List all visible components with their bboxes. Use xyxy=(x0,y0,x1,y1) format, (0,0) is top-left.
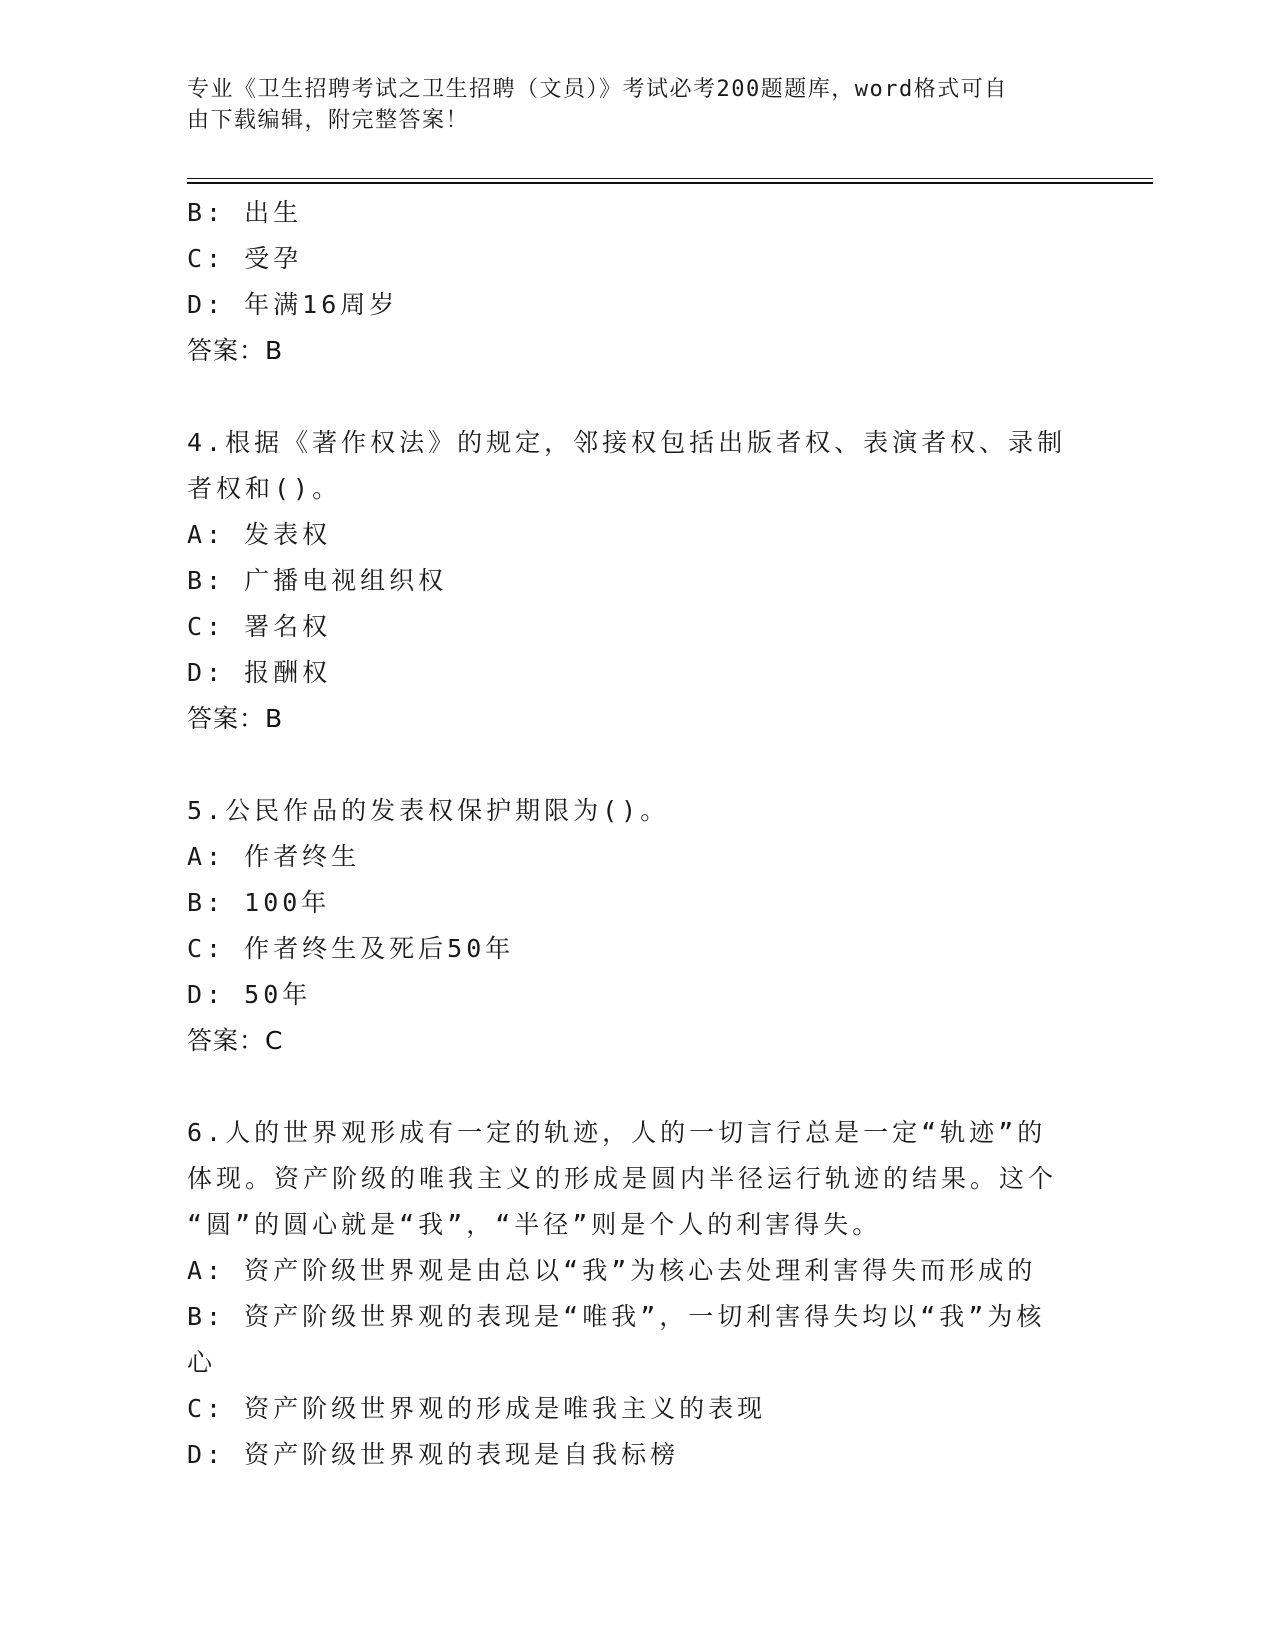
header-divider-thick xyxy=(187,182,1153,184)
header-line-1: 专业《卫生招聘考试之卫生招聘（文员）》考试必考200题题库，word格式可自 xyxy=(187,77,1008,102)
option-a: A: 作者终生 xyxy=(187,842,361,871)
option-c: C: 署名权 xyxy=(187,612,332,641)
question-stem-line-1: 6.人的世界观形成有一定的轨迹，人的一切言行总是一定“轨迹”的 xyxy=(187,1118,1047,1147)
option-a: A: 资产阶级世界观是由总以“我”为核心去处理利害得失而形成的 xyxy=(187,1256,1037,1285)
question-stem-line-1: 4.根据《著作权法》的规定，邻接权包括出版者权、表演者权、录制 xyxy=(187,428,1067,457)
option-b-line-2: 心 xyxy=(187,1348,217,1377)
spacer xyxy=(187,1064,1087,1110)
option-d: D: 报酬权 xyxy=(187,658,332,687)
option-b: B: 出生 xyxy=(187,198,303,227)
header-divider-thin xyxy=(187,178,1153,179)
header-line-2: 由下载编辑，附完整答案！ xyxy=(187,108,470,133)
option-d: D: 年满16周岁 xyxy=(187,290,399,319)
question-stem-line-3: “圆”的圆心就是“我”，“半径”则是个人的利害得失。 xyxy=(187,1210,882,1239)
spacer xyxy=(187,374,1087,420)
spacer xyxy=(187,742,1087,788)
option-b-line-1: B: 资产阶级世界观的表现是“唯我”，一切利害得失均以“我”为核 xyxy=(187,1302,1046,1331)
answer: 答案：C xyxy=(187,1026,284,1055)
question-3 xyxy=(187,190,1087,374)
question-list xyxy=(187,190,1087,1478)
question-6 xyxy=(187,1110,1087,1478)
document-header xyxy=(187,74,1087,136)
answer: 答案：B xyxy=(187,336,284,365)
question-stem: 5.公民作品的发表权保护期限为()。 xyxy=(187,796,670,825)
option-a: A: 发表权 xyxy=(187,520,332,549)
question-4 xyxy=(187,420,1087,742)
option-c: C: 作者终生及死后50年 xyxy=(187,934,515,963)
question-5 xyxy=(187,788,1087,1064)
option-c: C: 资产阶级世界观的形成是唯我主义的表现 xyxy=(187,1394,767,1423)
option-b: B: 100年 xyxy=(187,888,331,917)
answer: 答案：B xyxy=(187,704,284,733)
question-stem-line-2: 体现。资产阶级的唯我主义的形成是圆内半径运行轨迹的结果。这个 xyxy=(187,1164,1058,1193)
option-d: D: 资产阶级世界观的表现是自我标榜 xyxy=(187,1440,680,1469)
question-stem-line-2: 者权和()。 xyxy=(187,474,342,503)
option-c: C: 受孕 xyxy=(187,244,303,273)
option-d: D: 50年 xyxy=(187,980,312,1009)
option-b: B: 广播电视组织权 xyxy=(187,566,448,595)
